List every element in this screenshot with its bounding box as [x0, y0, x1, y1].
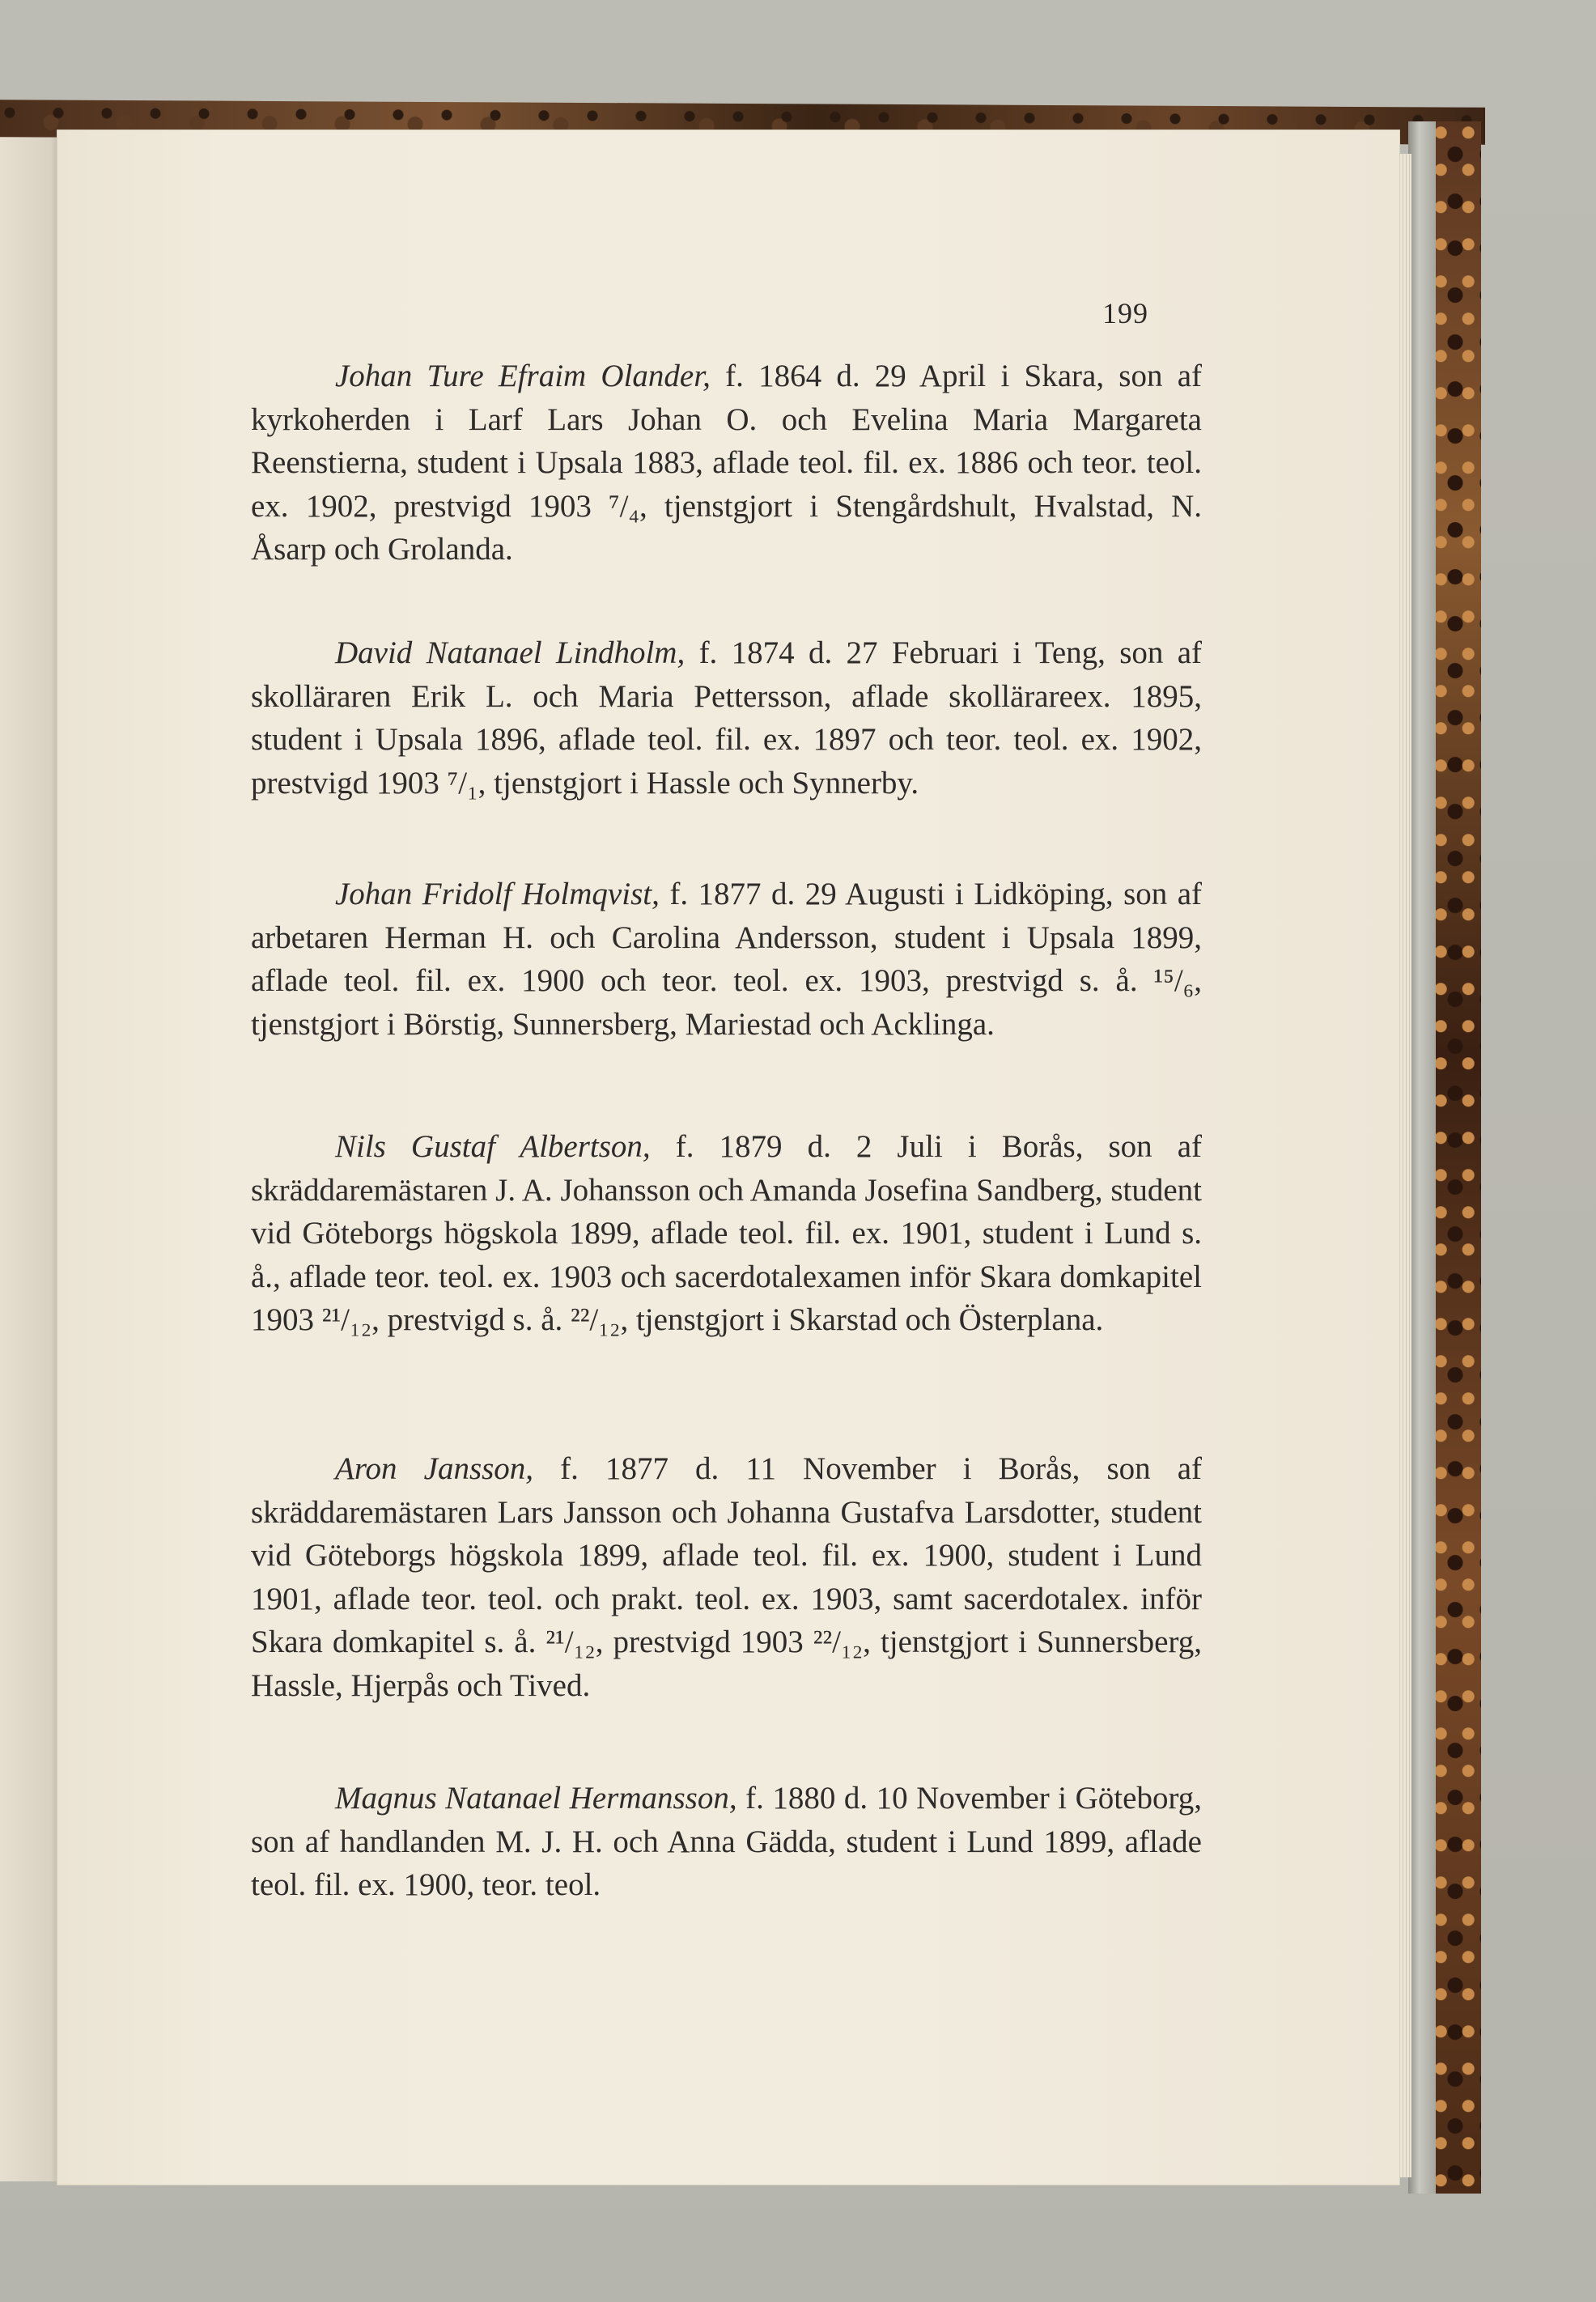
entry-name: David Natanael Lindholm,	[335, 635, 686, 670]
entry-lindholm	[251, 631, 1202, 805]
entry-text: f. 1880 d. 10 November i Göteborg, son af handlanden M. J. H. och Anna Gädda, student i Lund 1899, aflade teol. fil. ex. 1900, teor. teol.	[251, 1781, 1202, 1902]
page-number: 199	[1102, 297, 1148, 329]
entry-name: Magnus Natanael Hermansson,	[335, 1781, 737, 1816]
entry-jansson	[251, 1447, 1202, 1707]
book-board-edge	[1408, 121, 1436, 2194]
entry-olander	[251, 355, 1202, 571]
entry-text: f. 1877 d. 29 Augusti i Lidköping, son af arbetaren Herman H. och Carolina Andersson, student i Upsala 1899, aflade teol. fil. ex. 1900 och teor. teol. ex. 1903, prestvigd s. å. ¹⁵/₆, tjenstgjort i Börstig, Sunnersberg, Mariestad och Acklinga.	[251, 877, 1203, 1042]
left-page-edge	[0, 121, 63, 2181]
entry-text: f. 1864 d. 29 April i Skara, son af kyrkoherden i Larf Lars Johan O. och Evelina Maria Margareta Reenstierna, student i Upsala 1883, aflade teol. fil. ex. 1886 och teor. teol. ex. 1902, prestvigd 1903 ⁷/₄, tjenstgjort i Stengårdshult, Hvalstad, N. Åsarp och Grolanda.	[251, 359, 1203, 567]
entry-holmqvist	[251, 873, 1202, 1046]
entry-name: Johan Fridolf Holmqvist,	[335, 877, 660, 911]
entry-name: Nils Gustaf Albertson,	[335, 1129, 651, 1164]
entry-name: Johan Ture Efraim Olander,	[335, 359, 711, 393]
entry-text: f. 1874 d. 27 Februari i Teng, son af skolläraren Erik L. och Maria Pettersson, aflade skollärareex. 1895, student i Upsala 1896, aflade teol. fil. ex. 1897 och teor. teol. ex. 1902, prestvigd 1903 ⁷/₁, tjenstgjort i Hassle och Synnerby.	[251, 635, 1203, 801]
entry-text: f. 1877 d. 11 November i Borås, son af skräddaremästaren Lars Jansson och Johanna Gustafva Larsdotter, student vid Göteborgs högskola 1899, aflade teol. fil. ex. 1900, student i Lund 1901, aflade teor. teol. och prakt. teol. ex. 1903, samt sacerdotalex. inför Skara domkapitel s. å. ²¹/₁₂, prestvigd 1903 ²²/₁₂, tjenstgjort i Sunnersberg, Hassle, Hjerpås och Tived.	[251, 1451, 1203, 1703]
entry-text: f. 1879 d. 2 Juli i Borås, son af skräddaremästaren J. A. Johansson och Amanda Josefina Sandberg, student vid Göteborgs högskola 1899, aflade teol. fil. ex. 1901, student i Lund s. å., aflade teor. teol. ex. 1903 och sacerdotalexamen inför Skara domkapitel 1903 ²¹/₁₂, prestvigd s. å. ²²/₁₂, tjenstgjort i Skarstad och Österplana.	[251, 1129, 1203, 1337]
book-cover-spine-edge	[1433, 121, 1481, 2194]
entry-hermansson	[251, 1777, 1202, 1907]
entry-albertson	[251, 1125, 1202, 1342]
entry-name: Aron Jansson,	[335, 1451, 534, 1486]
